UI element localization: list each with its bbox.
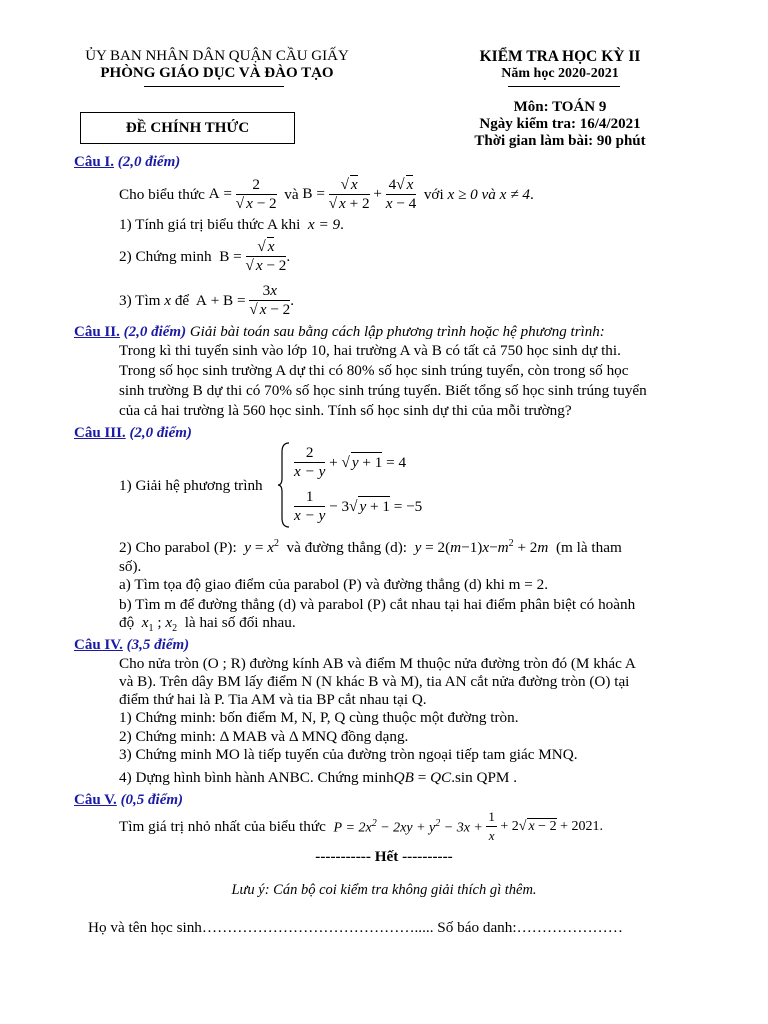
school-year: Năm học 2020-2021 <box>501 66 619 81</box>
system-eq-1: $\frac{2}{x - y}$ + √ y + 1 = 4 <box>294 443 407 480</box>
q2-header <box>74 323 605 341</box>
q1-label: Câu I. <box>74 154 115 170</box>
exam-duration: Thời gian làm bài: 90 phút <box>474 133 646 149</box>
q1-and: và <box>284 185 299 203</box>
q3-points: (2,0 điểm) <box>129 425 192 441</box>
q2-line-2: Trong số học sinh trường A dự thi có 80% số học sinh trúng tuyển, còn trong số học <box>119 362 629 379</box>
q1-part3: 3) Tìm x để A + B = $\frac{3x}{√ x - 2}$ . <box>119 281 294 318</box>
expr-b: B = $\frac{√ x}{√ x + 2}$ + $\frac{4√ x}{x - 4}$ <box>302 175 417 212</box>
q5-points: (0,5 điểm) <box>120 792 184 808</box>
q3-part-b-2: độ $x_1$ ; $x_2$ là hai số đối nhau. <box>119 614 296 635</box>
q1-condition: x ≥ 0 và x ≠ 4 <box>447 185 530 203</box>
q3-part2: 2) Cho parabol (P): $y = x^2$ và đường thẳng (d): $y = 2(m-1)x-m^2 + 2m$ (m là tham <box>119 538 622 557</box>
q4-header <box>74 636 189 654</box>
q4-line-2: và B). Trên dây BM lấy điểm N (N khác B và M), tia AN cắt nửa đường tròn (O) tại <box>119 673 630 690</box>
q1-part2-text: 2) Chứng minh <box>119 247 212 265</box>
q1-part3-de: để <box>174 291 190 309</box>
q4-line-6: 3) Chứng minh MO là tiếp tuyến của đường tròn ngoại tiếp tam giác MNQ. <box>119 746 578 763</box>
q4-label: Câu IV. <box>74 637 123 653</box>
org-name: ỦY BAN NHÂN DÂN QUẬN CẦU GIẤY <box>85 48 349 64</box>
q1-part2: 2) Chứng minh B = $\frac{√ x}{√ x - 2}$ . <box>119 237 291 274</box>
q2-line-3: sinh trường B dự thi có 70% số học sinh trúng tuyển. Biết tổng số học sinh trúng tuyển <box>119 382 647 399</box>
system-brace <box>277 442 291 528</box>
exam-title: KIỂM TRA HỌC KỲ II <box>479 48 641 65</box>
official-box <box>80 112 295 144</box>
q4-line-3: điểm thứ hai là P. Tia AM và tia BP cắt nhau tại Q. <box>119 691 427 708</box>
q1-part3-text: 3) Tìm <box>119 291 161 309</box>
q3-part-b-1: b) Tìm m để đường thẳng (d) và parabol (P) cắt nhau tại hai điểm phân biệt có hoành <box>119 596 636 613</box>
q3-part2-text-b: và đường thẳng (d): <box>286 539 407 557</box>
student-info: Họ và tên học sinh……………………………………..... Số báo danh:………………… <box>88 919 623 936</box>
q1-part1-cond: x = 9 <box>307 216 341 233</box>
q2-line-1: Trong kì thi tuyển sinh vào lớp 10, hai trường A và B có tất cả 750 học sinh dự thi. <box>119 342 621 359</box>
q2-desc: Giải bài toán sau bằng cách lập phương trình hoặc hệ phương trình: <box>189 324 605 340</box>
q1-expression: Cho biểu thức A = $\frac{2}{√ x - 2}$ và B = $\frac{√ x}{√ x + 2}$ + $\frac{4√ x}{x - 4}$ với x ≥ 0 và x ≠ 4 . <box>119 175 534 212</box>
q5-text: Tìm giá trị nhỏ nhất của biểu thức <box>119 817 326 835</box>
expr-a: A = $\frac{2}{√ x - 2}$ <box>208 175 277 212</box>
end-marker: ----------- Hết ---------- <box>315 848 453 865</box>
system-eq-2: $\frac{1}{x - y}$ − 3 √ y + 1 = −5 <box>294 487 423 524</box>
header-underline-right <box>508 86 620 87</box>
official-label: ĐỀ CHÍNH THỨC <box>125 120 250 136</box>
exam-date: Ngày kiểm tra: 16/4/2021 <box>479 116 641 132</box>
q4-line-4: 1) Chứng minh: bốn điểm M, N, P, Q cùng thuộc một đường tròn. <box>119 709 519 726</box>
q4-line-1: Cho nửa tròn (O ; R) đường kính AB và điểm M thuộc nửa đường tròn đó (M khác A <box>119 655 636 672</box>
q3-part2-text-c: (m là tham <box>555 539 622 557</box>
q3-part-b-2-text: là hai số đối nhau. <box>184 614 296 631</box>
q3-part2-cont: số). <box>119 558 142 575</box>
subject: Môn: TOÁN 9 <box>513 99 607 115</box>
q1-part1-text: 1) Tính giá trị biểu thức A khi <box>119 216 301 233</box>
q4-points: (3,5 điểm) <box>126 637 190 653</box>
q2-points: (2,0 điểm) <box>123 324 187 340</box>
q1-points: (2,0 điểm) <box>117 154 181 170</box>
q3-label: Câu III. <box>74 425 126 441</box>
department-name: PHÒNG GIÁO DỤC VÀ ĐÀO TẠO <box>100 65 334 81</box>
q4-part4-text: 4) Dựng hình bình hành ANBC. Chứng minh <box>119 769 394 786</box>
q1-intro: Cho biểu thức <box>119 185 205 203</box>
q2-label: Câu II. <box>74 324 120 340</box>
q4-line-5: 2) Chứng minh: Δ MAB và Δ MNQ đồng dạng. <box>119 728 409 745</box>
q5-label: Câu V. <box>74 792 117 808</box>
q1-header <box>74 153 180 171</box>
q3-part1: 1) Giải hệ phương trình <box>119 477 263 494</box>
q5-expression: Tìm giá trị nhỏ nhất của biểu thức $P = 2x^2 - 2xy + y^2 - 3x$ + $\frac{1}{x}$ + 2√ x − 2 + 2021. <box>119 808 603 843</box>
q1-part1: 1) Tính giá trị biểu thức A khi x = 9. <box>119 216 344 233</box>
q3-part2-text-a: 2) Cho parabol (P): <box>119 539 237 557</box>
q3-header <box>74 424 192 442</box>
footer-note: Lưu ý: Cán bộ coi kiểm tra không giải thích gì thêm. <box>231 882 537 898</box>
header-underline-left <box>144 86 284 87</box>
q3-part-a: a) Tìm tọa độ giao điểm của parabol (P) và đường thẳng (d) khi m = 2. <box>119 576 549 593</box>
q1-with: với <box>423 185 444 203</box>
q4-part4: 4) Dựng hình bình hành ANBC. Chứng minhQB = QC.sin QPM . <box>119 769 518 786</box>
q2-line-4: của cả hai trường là 560 học sinh. Tính số học sinh dự thi của mỗi trường? <box>119 402 572 419</box>
